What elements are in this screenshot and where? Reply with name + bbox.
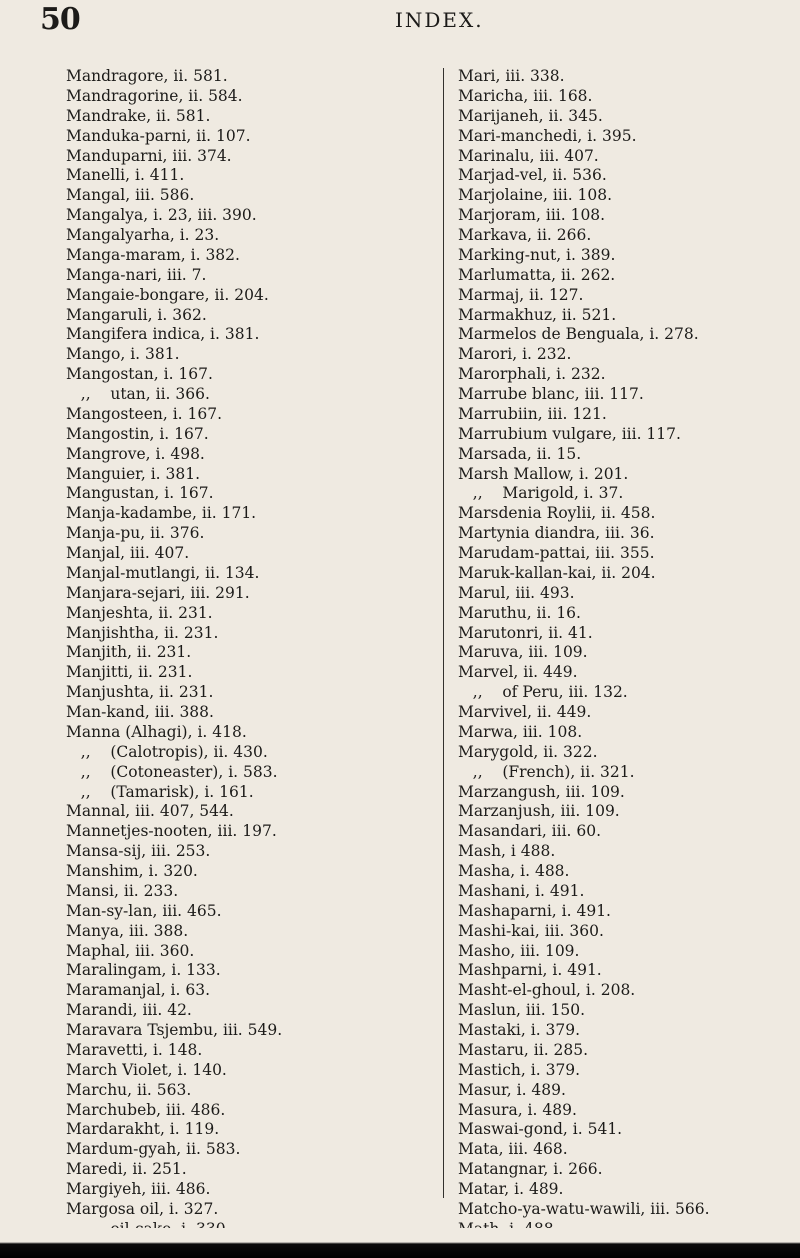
- index-entry: Marrube blanc, iii. 117.: [458, 385, 644, 403]
- index-entry: Matangnar, i. 266.: [458, 1160, 603, 1179]
- index-entry: Mashaparni, i. 491.: [458, 901, 611, 920]
- index-entry: Mangustan, i. 167.: [66, 484, 214, 503]
- index-entry: Manelli, i. 411.: [66, 166, 185, 185]
- index-entry: ,, (French), ii. 321.: [458, 762, 635, 781]
- index-entry: Marchu, ii. 563.: [66, 1080, 192, 1099]
- index-entry: Maravetti, i. 148.: [66, 1040, 203, 1059]
- index-entry: Masha, i. 488.: [458, 862, 570, 880]
- index-entry: Marking-nut, i. 389.: [458, 245, 616, 264]
- index-entry: Marsdenia Roylii, ii. 458.: [458, 504, 656, 523]
- index-entry: Manga-maram, i. 382.: [66, 245, 240, 264]
- index-entry: Manjith, ii. 231.: [66, 643, 192, 662]
- index-entry: Masho, iii. 109.: [458, 941, 580, 960]
- index-entry: Margosa oil, i. 327.: [66, 1199, 219, 1218]
- index-entry: Marijaneh, ii. 345.: [458, 106, 603, 125]
- index-entry: Maphal, iii. 360.: [66, 941, 195, 960]
- index-entry: March Violet, i. 140.: [66, 1060, 227, 1079]
- index-entry: Martynia diandra, iii. 36.: [458, 524, 655, 543]
- index-entry: Mandrake, ii. 581.: [66, 106, 211, 125]
- index-entry: Maredi, ii. 251.: [66, 1160, 187, 1179]
- index-entry: Manga-nari, iii. 7.: [66, 265, 207, 284]
- index-entry: Marmaj, ii. 127.: [458, 285, 584, 304]
- index-entry: Manshim, i. 320.: [66, 862, 198, 880]
- running-head: INDEX.: [395, 8, 484, 32]
- index-entry: Mastaru, ii. 285.: [458, 1040, 589, 1059]
- index-entry: ,, of Peru, iii. 132.: [458, 683, 628, 702]
- index-entry: Maruthu, ii. 16.: [458, 603, 581, 622]
- index-entry: Mari, iii. 338.: [458, 67, 565, 85]
- index-entry: Mangifera indica, i. 381.: [66, 325, 260, 344]
- index-entry: Masur, i. 489.: [458, 1080, 566, 1099]
- index-entry: Manna (Alhagi), i. 418.: [66, 722, 247, 741]
- index-entry: Markava, ii. 266.: [458, 226, 592, 244]
- index-entry: Maralingam, i. 133.: [66, 961, 221, 980]
- index-entry: Marvivel, ii. 449.: [458, 703, 592, 721]
- index-entry: Mangaie-bongare, ii. 204.: [66, 285, 269, 304]
- index-entry: Masht-el-ghoul, i. 208.: [458, 981, 636, 1000]
- index-entry: Marrubium vulgare, iii. 117.: [458, 424, 681, 443]
- index-entry: Masura, i. 489.: [458, 1100, 577, 1119]
- index-entry: Maruva, iii. 109.: [458, 643, 588, 662]
- index-entry: Mangrove, i. 498.: [66, 444, 205, 463]
- index-column-left: [66, 67, 422, 1240]
- index-entry: Manjara-sejari, iii. 291.: [66, 583, 250, 602]
- index-entry: Manja-kadambe, ii. 171.: [66, 504, 257, 523]
- index-entry: ,, utan, ii. 366.: [66, 385, 210, 403]
- index-entry: Manjushta, ii. 231.: [66, 683, 214, 702]
- index-entry: Marzangush, iii. 109.: [458, 782, 625, 801]
- index-entry: Mandragore, ii. 581.: [66, 67, 228, 85]
- index-entry: Mannal, iii. 407, 544.: [66, 802, 234, 821]
- index-entry: Manya, iii. 388.: [66, 921, 189, 940]
- index-entry: Masandari, iii. 60.: [458, 822, 602, 841]
- index-entry: Manjal, iii. 407.: [66, 544, 190, 562]
- index-entry: Mashi-kai, iii. 360.: [458, 921, 604, 940]
- index-entry: ,, (Calotropis), ii. 430.: [66, 742, 268, 761]
- index-entry: Mashani, i. 491.: [458, 881, 585, 900]
- index-entry: Man-sy-lan, iii. 465.: [66, 901, 222, 920]
- column-divider: [443, 68, 444, 1198]
- index-entry: Mash, i 488.: [458, 842, 556, 861]
- index-entry: Marjolaine, iii. 108.: [458, 186, 613, 205]
- index-entry: Manja-pu, ii. 376.: [66, 524, 205, 543]
- index-entry: Marori, i. 232.: [458, 345, 572, 364]
- index-entry: Maswai-gond, i. 541.: [458, 1120, 623, 1139]
- index-entry: Maruk-kallan-kai, ii. 204.: [458, 563, 656, 582]
- index-entry: Marsada, ii. 15.: [458, 444, 582, 463]
- index-column-right: [458, 67, 796, 1240]
- index-entry: ,, (Cotoneaster), i. 583.: [66, 762, 278, 781]
- index-entry: Mangal, iii. 586.: [66, 186, 195, 205]
- index-entry: Manjitti, ii. 231.: [66, 663, 193, 682]
- index-entry: Mannetjes-nooten, iii. 197.: [66, 822, 277, 841]
- index-entry: Manjeshta, ii. 231.: [66, 603, 213, 622]
- index-entry: Marchubeb, iii. 486.: [66, 1100, 226, 1119]
- index-entry: Maricha, iii. 168.: [458, 86, 593, 105]
- index-entry: Manduparni, iii. 374.: [66, 146, 232, 165]
- index-entry: Matar, i. 489.: [458, 1180, 564, 1198]
- index-entry: Marjad-vel, ii. 536.: [458, 166, 607, 185]
- index-entry: Marsh Mallow, i. 201.: [458, 464, 629, 483]
- index-entry: Mangostan, i. 167.: [66, 365, 213, 384]
- page-bottom-edge: [0, 1228, 800, 1258]
- index-entry: Manduka-parni, ii. 107.: [66, 126, 251, 145]
- index-entry: Marzanjush, iii. 109.: [458, 802, 620, 821]
- page-number: 50: [40, 2, 80, 37]
- index-entry: Mastich, i. 379.: [458, 1060, 581, 1079]
- index-entry: Maslun, iii. 150.: [458, 1001, 586, 1020]
- index-entry: Maravara Tsjembu, iii. 549.: [66, 1021, 283, 1039]
- index-entry: Mansi, ii. 233.: [66, 881, 179, 900]
- index-entry: Mansa-sij, iii. 253.: [66, 842, 211, 861]
- index-entry: Mangaruli, i. 362.: [66, 305, 207, 324]
- index-entry: Marmakhuz, ii. 521.: [458, 305, 617, 324]
- index-entry: Mandragorine, ii. 584.: [66, 86, 243, 105]
- index-entry: ,, Marigold, i. 37.: [458, 484, 624, 503]
- index-entry: Mata, iii. 468.: [458, 1140, 568, 1159]
- index-entry: Marjoram, iii. 108.: [458, 206, 606, 225]
- index-entry: Manjishtha, ii. 231.: [66, 623, 219, 642]
- index-entry: Marrubiin, iii. 121.: [458, 404, 607, 423]
- index-entry: Manguier, i. 381.: [66, 464, 201, 483]
- index-entry: Mardarakht, i. 119.: [66, 1120, 220, 1139]
- index-entry: Manjal-mutlangi, ii. 134.: [66, 563, 260, 582]
- index-entry: Matcho-ya-watu-wawili, iii. 566.: [458, 1199, 710, 1218]
- index-entry: Mangosteen, i. 167.: [66, 404, 223, 423]
- index-entry: Margiyeh, iii. 486.: [66, 1180, 211, 1198]
- index-entry: Mangalyarha, i. 23.: [66, 226, 220, 244]
- index-entry: Mango, i. 381.: [66, 345, 180, 364]
- index-entry: Marul, iii. 493.: [458, 583, 575, 602]
- index-entry: Marudam-pattai, iii. 355.: [458, 544, 655, 562]
- index-entry: Mardum-gyah, ii. 583.: [66, 1140, 241, 1159]
- index-entry: Man-kand, iii. 388.: [66, 703, 214, 721]
- index-entry: Marorphali, i. 232.: [458, 365, 606, 384]
- index-entry: ,, (Tamarisk), i. 161.: [66, 782, 254, 801]
- index-entry: Marygold, ii. 322.: [458, 742, 598, 761]
- index-entry: Marinalu, iii. 407.: [458, 146, 599, 165]
- index-entry: Mari-manchedi, i. 395.: [458, 126, 637, 145]
- index-entry: Marmelos de Benguala, i. 278.: [458, 325, 699, 344]
- index-entry: Marvel, ii. 449.: [458, 663, 578, 682]
- index-entry: Mangostin, i. 167.: [66, 424, 209, 443]
- index-entry: Marlumatta, ii. 262.: [458, 265, 616, 284]
- index-entry: Marandi, iii. 42.: [66, 1001, 192, 1020]
- index-entry: Marwa, iii. 108.: [458, 722, 583, 741]
- index-entry: Maramanjal, i. 63.: [66, 981, 211, 1000]
- index-entry: Mangalya, i. 23, iii. 390.: [66, 206, 257, 225]
- index-entry: Mashparni, i. 491.: [458, 961, 602, 980]
- index-entry: Mastaki, i. 379.: [458, 1021, 581, 1039]
- index-entry: Marutonri, ii. 41.: [458, 623, 593, 642]
